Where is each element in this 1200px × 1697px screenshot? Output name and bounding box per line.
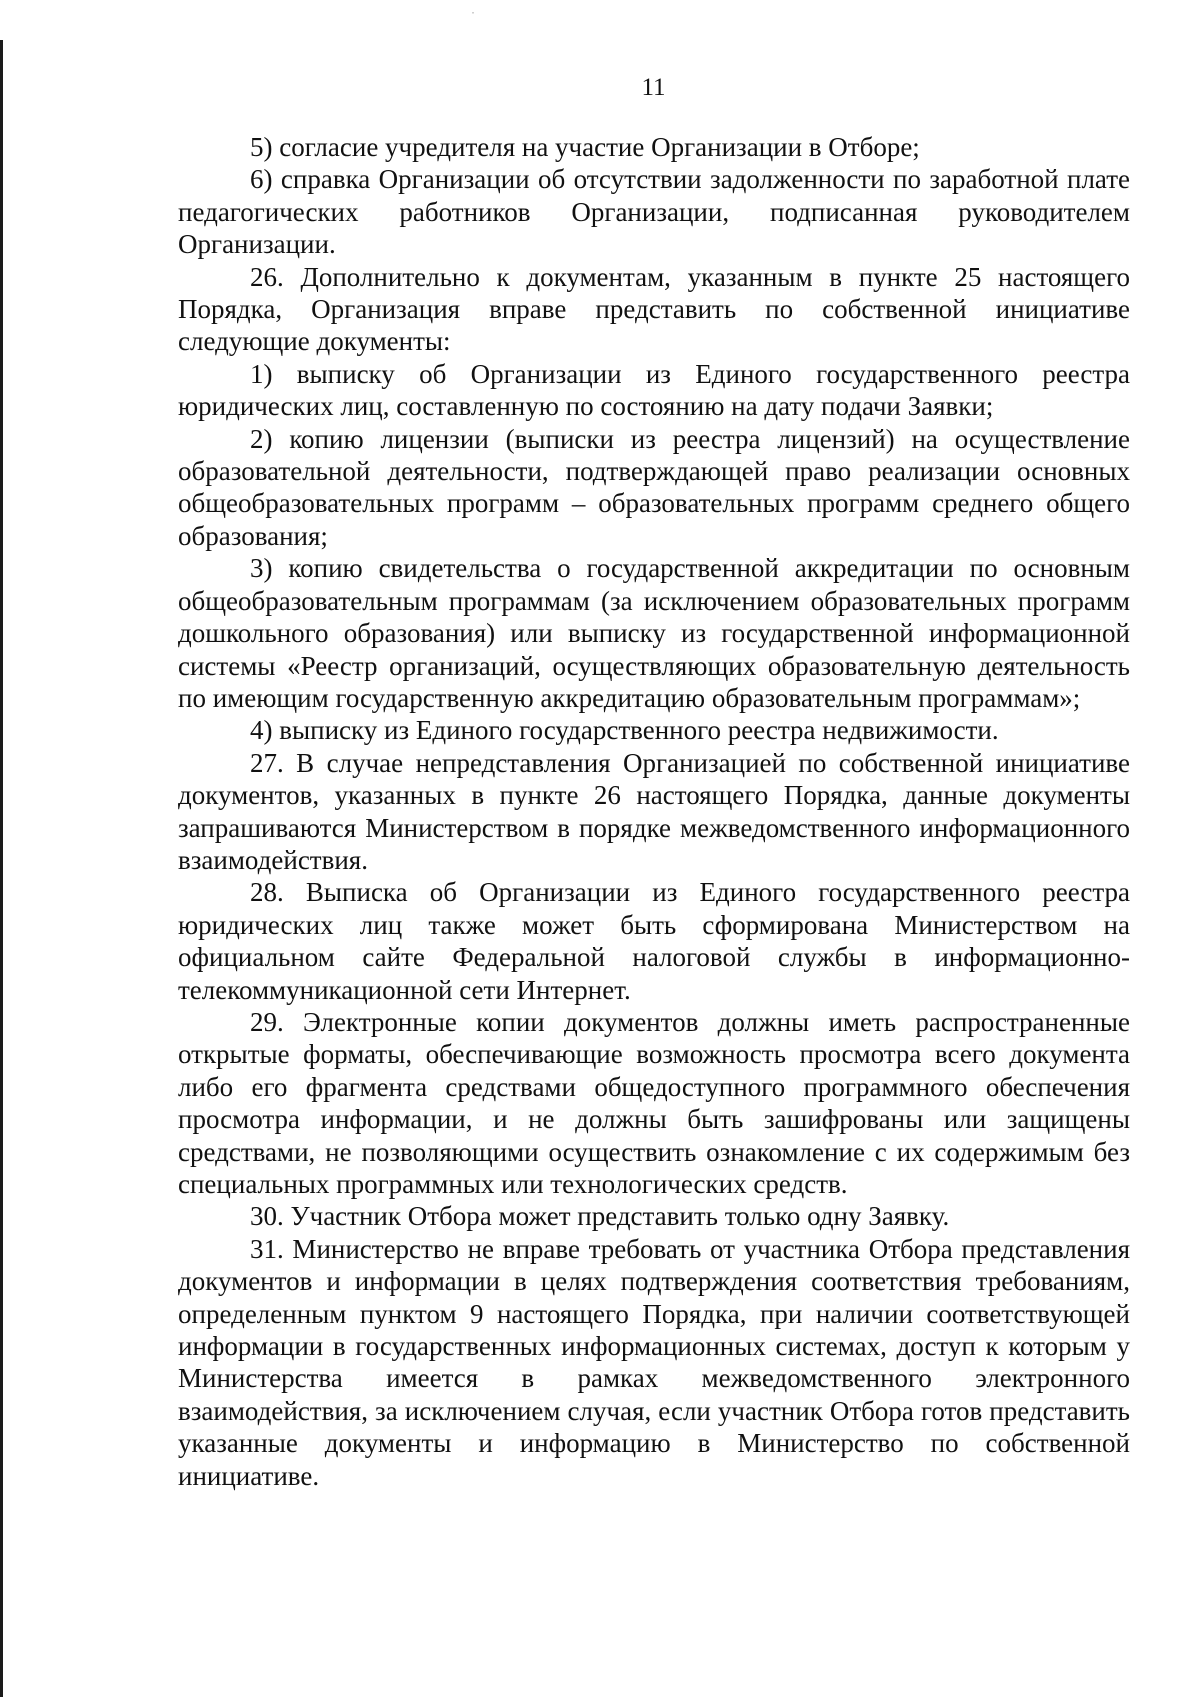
paragraph-subitem-3: 3) копию свидетельства о государственной аккредитации по основным общеобразовательным программам (за исключением образовательных программ дошкольного образования) или выписку из государственной информационной системы «Реестр организаций, осуществляющих образовательную деятельность по имеющим государственную аккредитацию образовательным программам»; bbox=[178, 553, 1130, 713]
page-number: 11 bbox=[641, 74, 666, 101]
paragraph-clause-31: 31. Министерство не вправе требовать от участника Отбора представления документов и информации в целях подтверждения соответствия требованиям, определенным пунктом 9 настоящего Порядка, при наличии соответствующей информации в государственных информационных системах, доступ к которым у Министерства имеется в рамках межведомственного электронного взаимодействия, за исключением случая, если участник Отбора готов представить указанные документы и информацию в Министерство по собственной инициативе. bbox=[178, 1233, 1130, 1491]
paragraph-clause-29: 29. Электронные копии документов должны иметь распространенные открытые форматы, обеспечивающие возможность просмотра всего документа либо его фрагмента средствами общедоступного программного обеспечения просмотра информации, и не должны быть зашифрованы или защищены средствами, не позволяющими осуществить ознакомление с их содержимым без специальных программных или технологических средств. bbox=[178, 1006, 1130, 1199]
paragraph-subitem-4: 4) выписку из Единого государственного реестра недвижимости. bbox=[250, 715, 999, 746]
paragraph-clause-28: 28. Выписка об Организации из Единого государственного реестра юридических лиц также может быть сформирована Министерством на официальном сайте Федеральной налоговой службы в информационно-телекоммуникационной сети Интернет. bbox=[178, 877, 1130, 1005]
scan-artifact: · bbox=[470, 8, 483, 19]
paragraph-clause-27: 27. В случае непредставления Организацией по собственной инициативе документов, указанных в пункте 26 настоящего Порядка, данные документы запрашиваются Министерством в порядке межведомственного информационного взаимодействия. bbox=[178, 747, 1130, 875]
scan-left-edge bbox=[0, 40, 3, 1697]
paragraph-item-6: 6) справка Организации об отсутствии задолженности по заработной плате педагогических работников Организации, подписанная руководителем Организации. bbox=[178, 164, 1130, 260]
paragraph-clause-30: 30. Участник Отбора может представить только одну Заявку. bbox=[250, 1201, 950, 1232]
paragraph-item-5: 5) согласие учредителя на участие Организации в Отборе; bbox=[250, 132, 920, 162]
paragraph-subitem-2: 2) копию лицензии (выписки из реестра лицензий) на осуществление образовательной деятельности, подтверждающей право реализации основных общеобразовательных программ – образовательных программ среднего общего образования; bbox=[178, 423, 1130, 551]
document-body bbox=[178, 131, 1130, 1492]
paragraph-subitem-1: 1) выписку об Организации из Единого государственного реестра юридических лиц, составленную по состоянию на дату подачи Заявки; bbox=[178, 358, 1130, 422]
paragraph-clause-26: 26. Дополнительно к документам, указанным в пункте 25 настоящего Порядка, Организация вправе представить по собственной инициативе следующие документы: bbox=[178, 261, 1130, 357]
